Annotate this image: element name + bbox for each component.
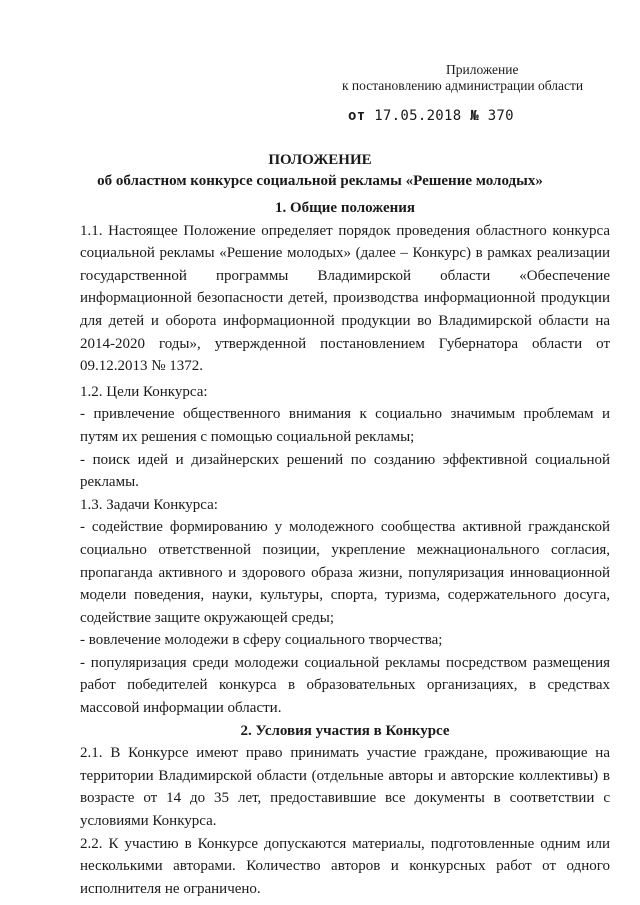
date-prefix: от: [348, 108, 366, 124]
paragraph-1-3-item-b: - вовлечение молодежи в сферу социального творчества;: [80, 632, 443, 649]
appendix-label: Приложение: [446, 62, 519, 77]
document-title: ПОЛОЖЕНИЕ: [268, 152, 372, 168]
document-body: [80, 197, 610, 900]
decree-number: 370: [487, 108, 514, 124]
document-title-block: [0, 150, 640, 192]
paragraph-2-1: 2.1. В Конкурсе имеют право принимать участие граждане, проживающие на территории Владимирской области (отдельные авторы и авторские коллективы) в возрасте от 14 до 35 лет, предоставившие все документы в соответствии с условиями Конкурса.: [80, 745, 610, 830]
paragraph-2-2: 2.2. К участию в Конкурсе допускаются материалы, подготовленные одним или несколькими авторами. Количество авторов и конкурсных работ от одного исполнителя не ограничено.: [80, 835, 610, 897]
appendix-date-line: [328, 108, 608, 124]
paragraph-1-3-item-a: - содействие формированию у молодежного сообщества активной гражданской социально ответственной позиции, укрепление межнационального согласия, пропаганда активного и здорового образа жизни, популяризация инновационной модели поведения, науки, культуры, спорта, туризма, содержательного досуга, содействие защите окружающей среды;: [80, 519, 610, 626]
appendix-reference: к постановлению администрации области: [342, 78, 584, 93]
number-sign: №: [470, 108, 479, 124]
paragraph-1-2: 1.2. Цели Конкурса:: [80, 383, 208, 400]
paragraph-1-2-item-b: - поиск идей и дизайнерских решений по созданию эффективной социальной рекламы.: [80, 451, 610, 491]
paragraph-1-2-item-a: - привлечение общественного внимания к социально значимым проблемам и путям их решения с помощью социальной рекламы;: [80, 406, 610, 445]
document-subtitle: об областном конкурсе социальной рекламы «Решение молодых»: [97, 173, 543, 189]
decree-date: 17.05.2018: [374, 108, 462, 124]
section-2-heading: 2. Условия участия в Конкурсе: [240, 722, 450, 739]
appendix-header: [328, 62, 608, 124]
paragraph-1-1: 1.1. Настоящее Положение определяет порядок проведения областного конкурса социальной рекламы «Решение молодых» (далее – Конкурс) в рамках реализации государственной программы Владимирской области «Обеспечение информационной безопасности детей, производства информационной продукции для детей и оборота информационной продукции во Владимирской области на 2014-2020 годы», утвержденной постановлением Губернатора области от 09.12.2013 № 1372.: [80, 222, 610, 375]
paragraph-1-3-item-c: - популяризация среди молодежи социальной рекламы посредством размещения работ победителей конкурса в образовательных организациях, в средствах массовой информации области.: [80, 654, 610, 717]
paragraph-1-3: 1.3. Задачи Конкурса:: [80, 496, 218, 513]
section-1-heading: 1. Общие положения: [274, 200, 416, 216]
